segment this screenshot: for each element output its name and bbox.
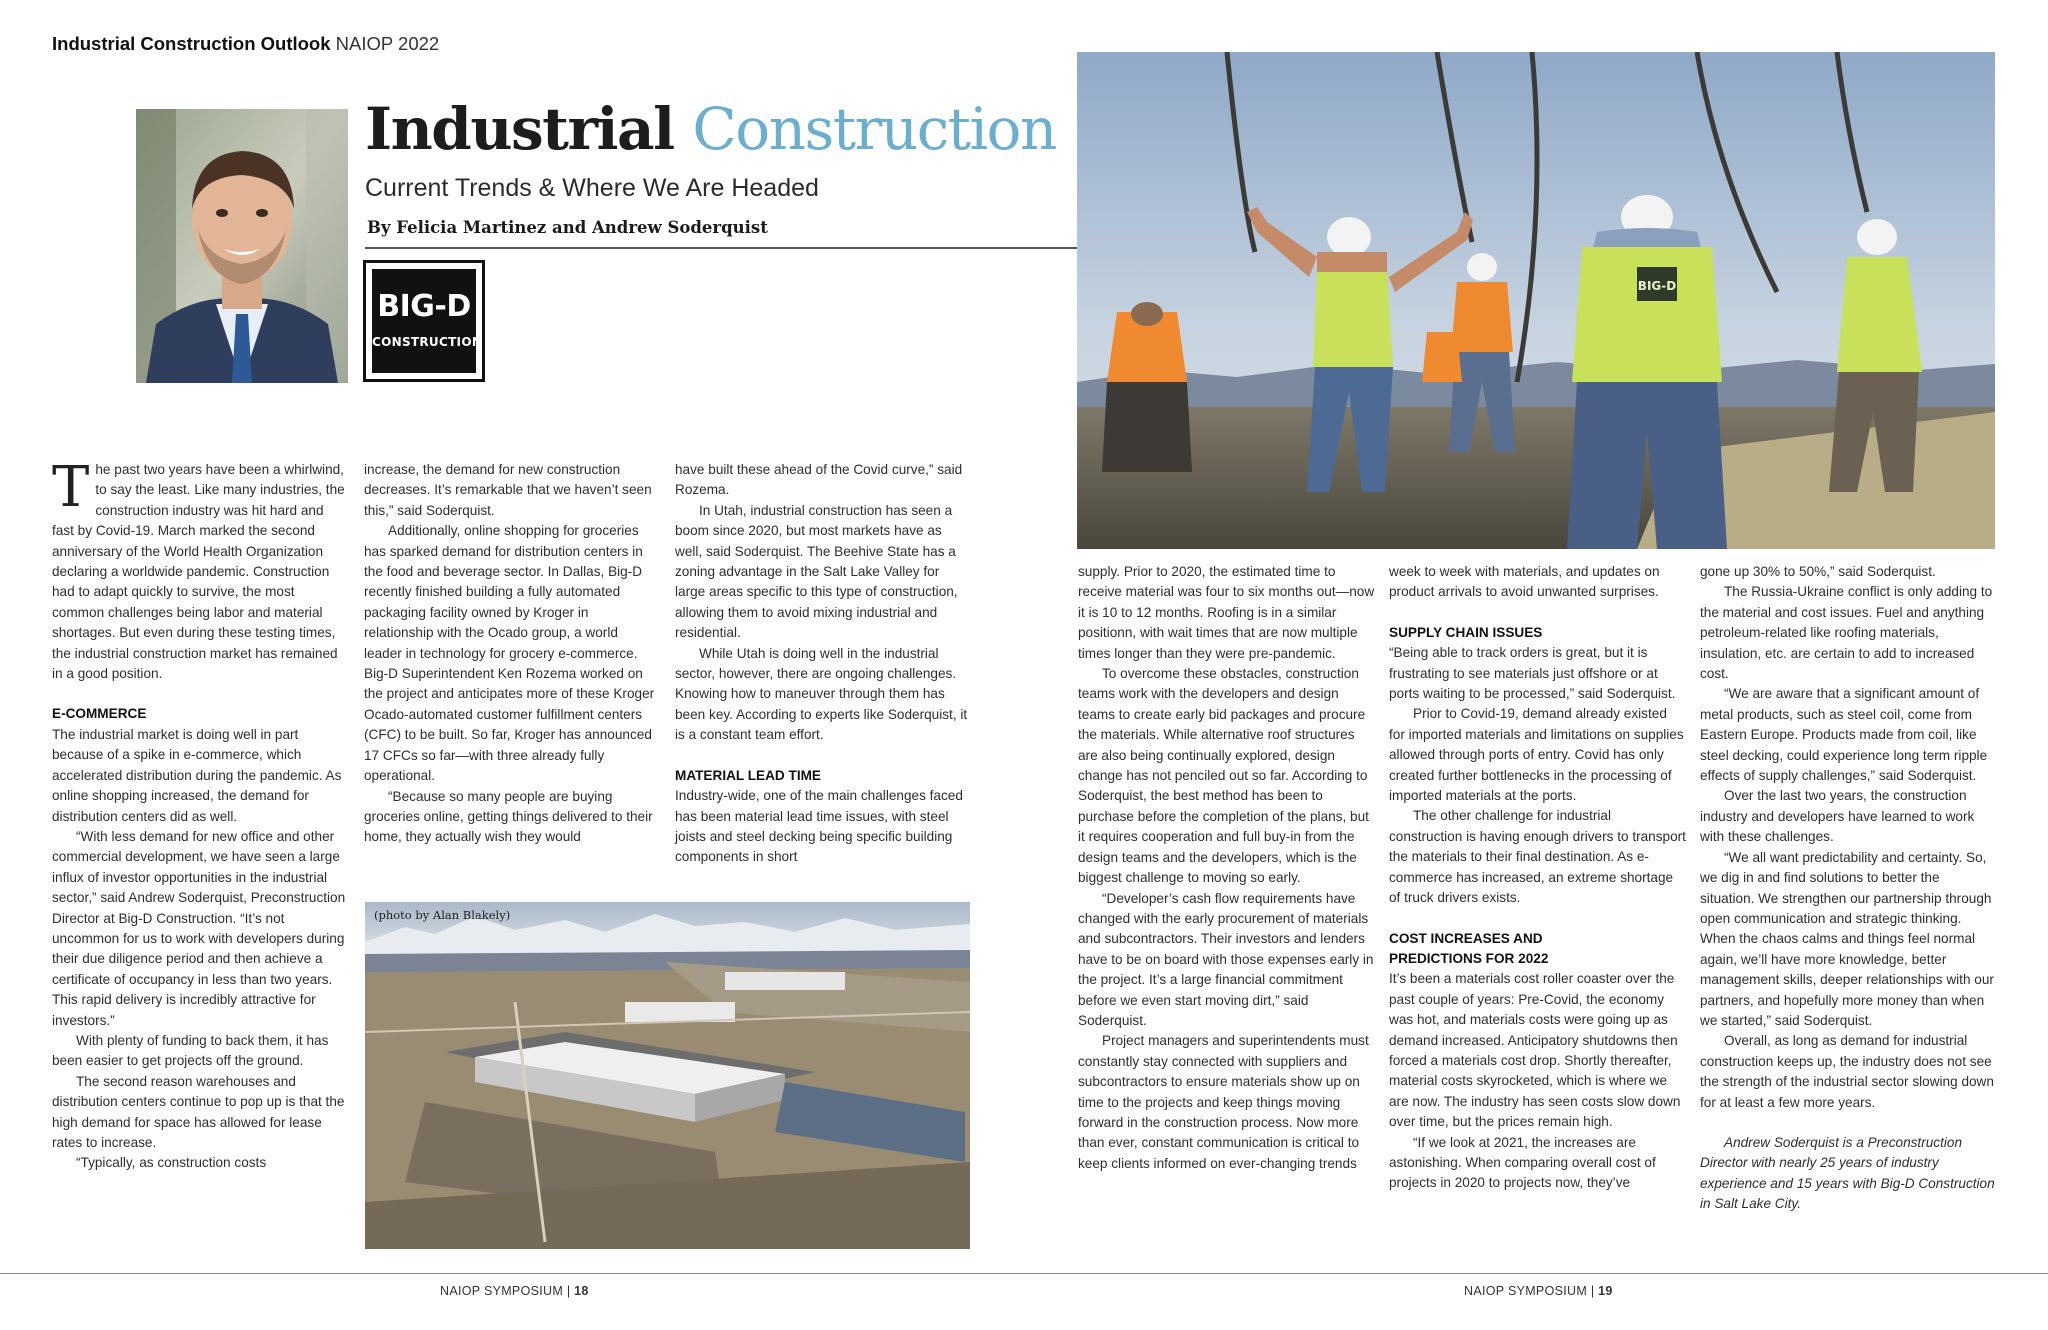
- workers-photo: [1077, 52, 1995, 549]
- running-head: [52, 33, 439, 55]
- vest-logo-text: BIG-D: [1637, 279, 1677, 293]
- title-word-construction: Construction: [692, 95, 1056, 163]
- paragraph: The other challenge for industrial construction is having enough drivers to transport the materials to their final destination. As e-commerce has increased, an extreme shortage of truck drivers exists.: [1389, 808, 1686, 906]
- article-subtitle: Current Trends & Where We Are Headed: [365, 174, 819, 202]
- author-portrait: [136, 109, 348, 383]
- footer-separator: |: [566, 1284, 571, 1298]
- paragraph: Project managers and superintendents must constantly stay connected with suppliers and subcontractors to ensure materials show up on time to the projects and keep things moving forward in the construction process. Now more than ever, constant communication is critical to keep clients informed on ever-changing trends: [1078, 1033, 1369, 1171]
- paragraph: Overall, as long as demand for industrial construction keeps up, the industry does not see the strength of the industrial sector slowing down for at least a few more years.: [1700, 1033, 1994, 1110]
- page-number: 18: [574, 1284, 589, 1298]
- article-byline: By Felicia Martinez and Andrew Soderquist: [367, 218, 768, 237]
- paragraph: “Developer’s cash flow requirements have changed with the early procurement of materials and subcontractors. Their investors and lenders have to be on board with those expenses early in the project. It’s a large financial commitment before we even start moving dirt,” said Soderquist.: [1078, 890, 1374, 1028]
- publication-title: Industrial Construction Outlook: [52, 33, 331, 54]
- logo-wordmark: BIG-D: [377, 289, 471, 324]
- aerial-photo-image: [365, 902, 970, 1249]
- paragraph: [52, 455, 347, 684]
- author-bio: Andrew Soderquist is a Preconstruction Director with nearly 25 years of industry experience and 15 years with Big-D Construction in Salt Lake City.: [1700, 1134, 1995, 1212]
- section-heading: PREDICTIONS FOR 2022: [1389, 950, 1549, 966]
- paragraph: gone up 30% to 50%,” said Soderquist.: [1700, 564, 1936, 579]
- column-2: [364, 460, 659, 848]
- paragraph: Additionally, online shopping for groceries has sparked demand for distribution centers in the food and beverage sector. In Dallas, Big-D recently finished building a fully automated packaging facility owned by Kroger in relationship with the Ocado group, a world leader in technology for grocery e-commerce. Big-D Superintendent Ken Rozema worked on the project and anticipates more of these Kroger Ocado-automated customer fulfillment centers (CFC) to be built. So far, Kroger has announced 17 CFCs so far—with three already fully operational.: [364, 523, 655, 784]
- footer-label: NAIOP SYMPOSIUM: [1464, 1284, 1588, 1298]
- paragraph: Over the last two years, the construction industry and developers have learned to work with these challenges.: [1700, 788, 1975, 845]
- paragraph: To overcome these obstacles, construction teams work with the developers and design teams to create early bid packages and procure the materials. While alternative roof structures are also being continually explored, design change has not penciled out so far. According to Soderquist, the best method has been to purchase before the completion of the plans, but it requires cooperation and full buy-in from the design teams and the developers, which is the biggest challenge to moving so early.: [1078, 666, 1369, 886]
- column-1: [52, 455, 347, 1174]
- paragraph: The industrial market is doing well in part because of a spike in e-commerce, which accelerated distribution during the pandemic. As online shopping increased, the demand for distribution centers did as well.: [52, 726, 342, 824]
- section-heading: MATERIAL LEAD TIME: [675, 767, 821, 783]
- paragraph-text: he past two years have been a whirlwind, to say the least. Like many industries, the construction industry was hit hard and fast by Covid-19. March marked the second anniversary of the World Health Organization declaring a worldwide pandemic. Construction had to adapt quickly to survive, the most common challenges being labor and material shortages. But even during these testing times, the industrial construction market has remained in a good position.: [52, 462, 345, 682]
- paragraph: supply. Prior to 2020, the estimated time to receive material was four to six months out—now it is 10 to 12 months. Roofing is in a similar positionn, with wait times that are now multiple times longer than they were pre-pandemic.: [1078, 564, 1375, 661]
- column-6: [1700, 562, 1996, 1215]
- photo-credit: (photo by Alan Blakely): [374, 908, 511, 922]
- paragraph: In Utah, industrial construction has seen a boom since 2020, but most markets have as well, said Soderquist. The Beehive State has a zoning advantage in the Salt Lake Valley for large areas specific to this type of construction, allowing them to avoid mixing industrial and residential.: [675, 502, 958, 641]
- column-4: [1078, 562, 1375, 1174]
- title-rule: [365, 247, 1077, 249]
- big-d-logo: [363, 260, 485, 382]
- paragraph: Prior to Covid-19, demand already existed for imported materials and limitations on supplies allowed through ports of entry. Covid has only created further bottlenecks in the processing of imported materials at the ports.: [1389, 706, 1684, 804]
- paragraph: Industry-wide, one of the main challenges faced has been material lead time issues, with steel joists and steel decking being specific building components in short: [675, 788, 963, 865]
- paragraph: “Typically, as construction costs: [76, 1155, 267, 1171]
- paragraph: The second reason warehouses and distribution centers continue to pop up is that the high demand for space has allowed for lease rates to increase.: [52, 1073, 345, 1150]
- paragraph: “With less demand for new office and other commercial development, we have seen a large influx of investor opportunities in the industrial sector,” said Andrew Soderquist, Preconstruction Director at Big-D Construction. “It’s not uncommon for us to work with developers during their due diligence period and then achieve a certificate of occupancy in less than two years. This rapid delivery is incredibly attractive for investors.”: [52, 828, 346, 1028]
- paragraph: “We all want predictability and certainty. So, we dig in and find solutions to better the situation. We strengthen our partnership through open communication and strategic thinking. When the chaos calms and things feel normal again, we’ll have more knowledge, better management skills, deeper relationships with our partners, and hopefully more money than when we started,” said Soderquist.: [1700, 849, 1994, 1028]
- column-3: [675, 460, 970, 868]
- column-5: [1389, 562, 1686, 1194]
- portrait-image: [136, 109, 348, 383]
- footer-separator: |: [1590, 1284, 1595, 1298]
- footer-label: NAIOP SYMPOSIUM: [440, 1284, 564, 1298]
- title-word-industrial: Industrial: [365, 95, 674, 163]
- footer-right: [1464, 1284, 1613, 1298]
- page-number: 19: [1598, 1284, 1613, 1298]
- paragraph: increase, the demand for new construction decreases. It’s remarkable that we haven’t seen this,” said Soderquist.: [364, 462, 652, 518]
- paragraph: have built these ahead of the Covid curve,” said Rozema.: [675, 462, 963, 498]
- paragraph: While Utah is doing well in the industrial sector, however, there are ongoing challenges. Knowing how to maneuver through them has been key. According to experts like Soderquist, it is a constant team effort.: [675, 645, 968, 743]
- footer-left: [440, 1284, 589, 1298]
- workers-photo-image: [1077, 52, 1995, 549]
- paragraph: week to week with materials, and updates on product arrivals to avoid unwanted surprises.: [1389, 564, 1660, 600]
- logo-subtitle: CONSTRUCTION: [372, 335, 483, 349]
- aerial-photo: [365, 902, 970, 1249]
- paragraph: With plenty of funding to back them, it has been easier to get projects off the ground.: [52, 1032, 329, 1069]
- paragraph: It’s been a materials cost roller coaster over the past couple of years: Pre-Covid, the economy was hot, and materials costs were going up as demand increased. Anticipatory shutdowns then forced a materials cost drop. Shortly thereafter, material costs skyrocketed, which is where we are now. The industry has seen costs slow down over time, but the prices remain high.: [1389, 971, 1681, 1130]
- paragraph: “If we look at 2021, the increases are astonishing. When comparing overall cost of projects in 2020 to projects now, they’ve: [1389, 1134, 1656, 1191]
- paragraph: “Being able to track orders is great, but it is frustrating to see materials just offshore or at ports waiting to be processed,” said Soderquist.: [1389, 645, 1676, 702]
- article-title: [365, 95, 1056, 163]
- paragraph: “We are aware that a significant amount of metal products, such as steel coil, come from Eastern Europe. Products made from coil, like steel decking, could experience long term ripple effects of supply challenges,” said Soderquist.: [1700, 686, 1988, 784]
- paragraph: The Russia-Ukraine conflict is only adding to the material and cost issues. Fuel and anything petroleum-related like roofing materials, insulation, etc. are certain to add to increased cost.: [1700, 584, 1993, 682]
- section-heading: COST INCREASES AND: [1389, 930, 1543, 946]
- footer-rule: [0, 1273, 2048, 1274]
- drop-cap: T: [52, 455, 90, 520]
- section-heading: E-COMMERCE: [52, 706, 147, 722]
- section-heading: SUPPLY CHAIN ISSUES: [1389, 624, 1543, 640]
- paragraph: “Because so many people are buying groceries online, getting things delivered to their home, they actually wish they would: [364, 788, 653, 845]
- issue-label: NAIOP 2022: [335, 33, 440, 54]
